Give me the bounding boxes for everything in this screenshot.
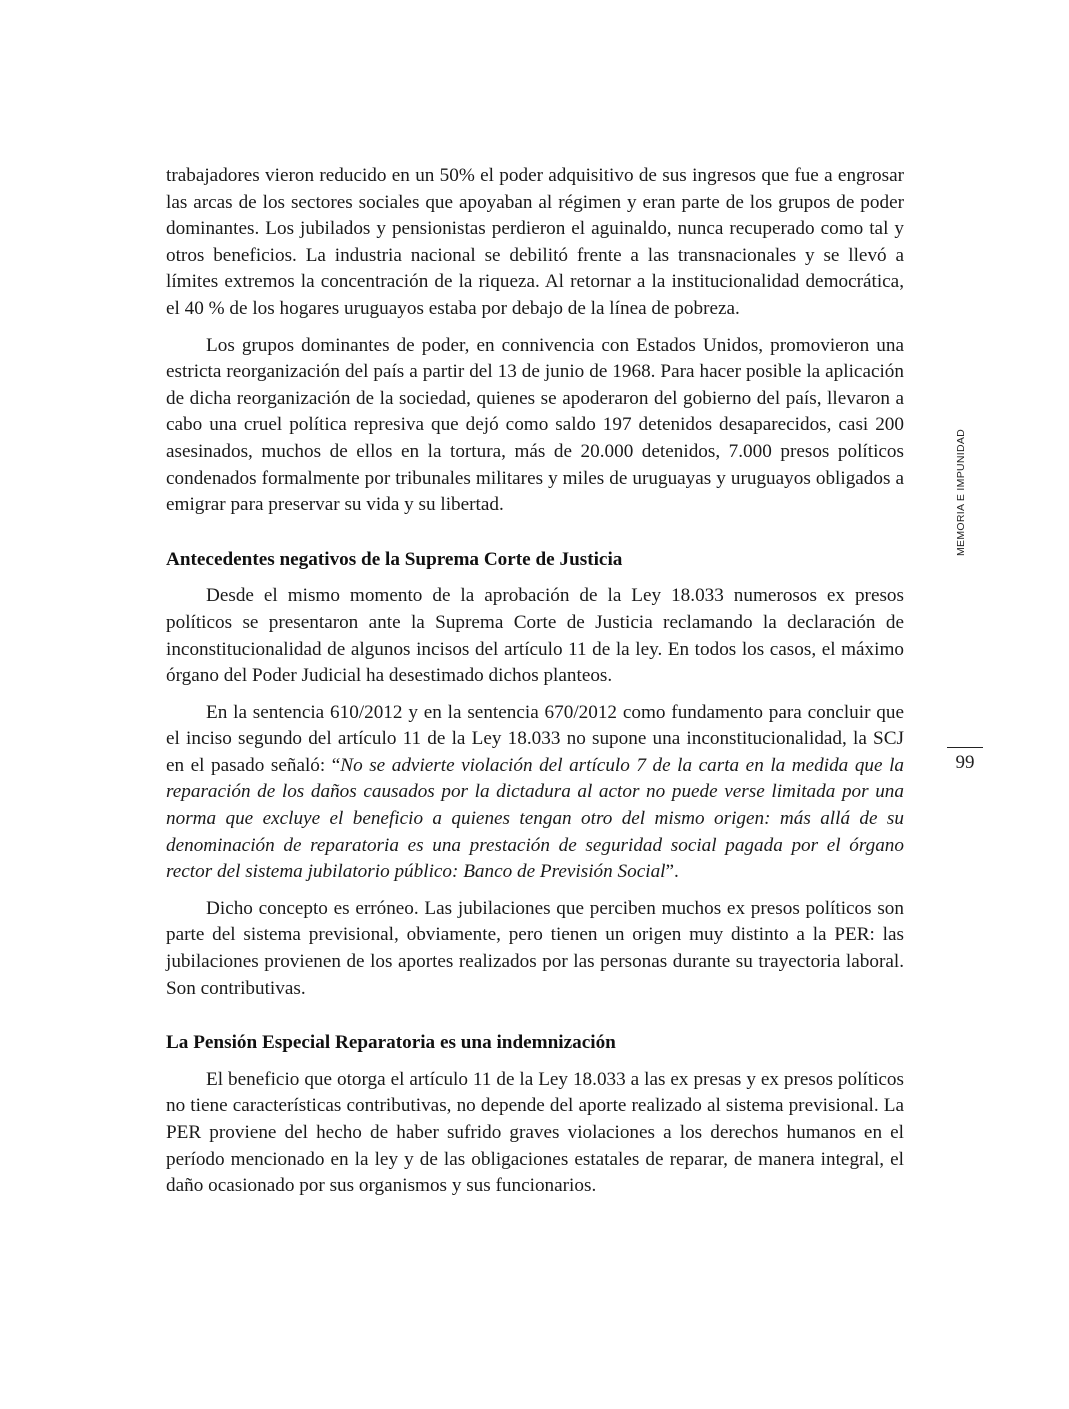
body-text [166, 163, 904, 1210]
paragraph-per-benefit: El beneficio que otorga el artículo 11 de la Ley 18.033 a las ex presas y ex presos políticos no tiene características contributivas, no depende del aporte realizado al sistema previsional. La PER proviene del hecho de haber sufrido graves violaciones a los derechos humanos en el período mencionado en la ley y de las obligaciones estatales de reparar, de manera integral, el daño ocasionado por sus organismos y sus funcionarios. [166, 1068, 904, 1197]
paragraph-sentencias [166, 700, 904, 886]
paragraph-erroneous-concept: Dicho concepto es erróneo. Las jubilaciones que perciben muchos ex presos políticos son parte del sistema previsional, obviamente, pero tienen un origen muy distinto a la PER: las jubilaciones provienen de los aportes realizados por las personas durante su trayectoria laboral. Son contributivas. [166, 897, 904, 999]
paragraph-continued: trabajadores vieron reducido en un 50% el poder adquisitivo de sus ingresos que fue a engrosar las arcas de los sectores sociales que apoyaban al régimen y eran parte de los grupos de poder dominantes. Los jubilados y pensionistas perdieron el aguinaldo, nunca recuperado como tal y otros beneficios. La industria nacional se debilitó frente a las transnacionales y se llevó a límites extremos la concentración de la riqueza. Al retornar a la institucionalidad democrática, el 40 % de los hogares uruguayos estaba por debajo de la línea de pobreza. [166, 165, 904, 319]
paragraph-repression: Los grupos dominantes de poder, en connivencia con Estados Unidos, promovieron una estricta reorganización del país a partir del 13 de junio de 1968. Para hacer posible la aplicación de dicha reorganización de la sociedad, quienes se apoderaron del gobierno del país, llevaron a cabo una cruel política represiva que dejó como saldo 197 detenidos desaparecidos, casi 200 asesinados, muchos de ellos en la tortura, más de 20.000 detenidos, 7.000 presos políticos condenados formalmente por tribunales militares y miles de uruguayas y uruguayos obligados a emigrar para preservar su vida y su libertad. [166, 334, 904, 516]
sentencias-lead: En la sentencia 610/2012 y en la sentencia 670/2012 como fundamento para concluir que el inciso segundo del artículo 11 de la Ley 18.033 no supone una inconstitucionalidad, la SCJ en el pasado señaló: “ [166, 701, 904, 776]
page-number: 99 [955, 752, 975, 773]
paragraph-scj-claims: Desde el mismo momento de la aprobación de la Ley 18.033 numerosos ex presos políticos se presentaron ante la Suprema Corte de Justicia reclamando la declaración de inconstitucionalidad de algunos incisos del artículo 11 de la ley. En todos los casos, el máximo órgano del Poder Judicial ha desestimado dichos planteos. [166, 585, 904, 687]
section-heading-per: La Pensión Especial Reparatoria es una indemnización [166, 1032, 616, 1054]
section-heading-scj: Antecedentes negativos de la Suprema Corte de Justicia [166, 548, 623, 570]
scj-quote: No se advierte violación del artículo 7 de la carta en la medida que la reparación de los daños causados por la dictadura al actor no puede verse limitada por una norma que excluye el beneficio a quienes tengan otro del mismo origen: más allá de su denominación de reparatoria es una prestación de seguridad social pagada por el órgano rector del sistema jubilatorio público: Banco de Previsión Social [166, 754, 904, 883]
running-head: MEMORIA E IMPUNIDAD [955, 428, 967, 556]
folio-rule [947, 747, 983, 748]
quote-close: ”. [665, 861, 679, 883]
